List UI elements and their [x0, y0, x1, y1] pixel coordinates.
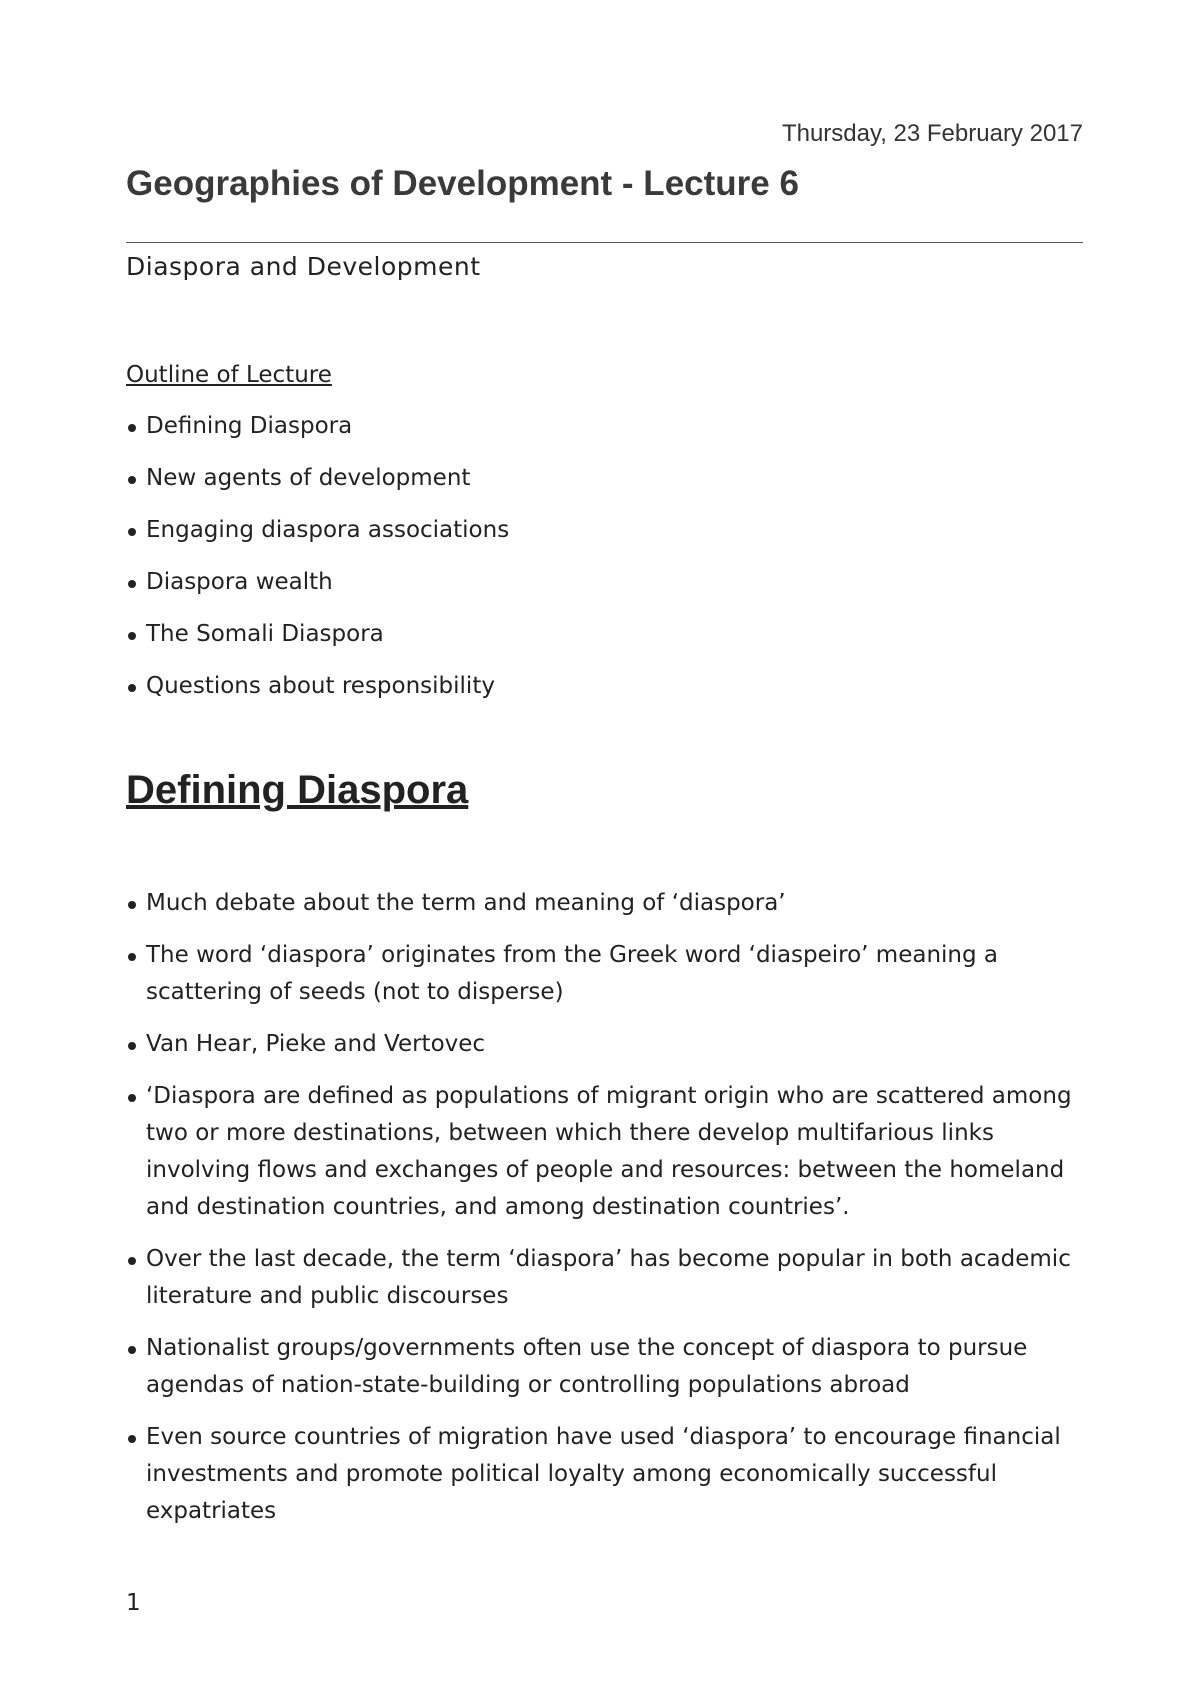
outline-item [126, 412, 509, 464]
section-item [126, 1419, 1086, 1530]
page-number: 1 [126, 1590, 141, 1616]
section-item-text: Even source countries of migration have used ‘diaspora’ to encourage financial investments and promote political loyalty among economically successful expatriates [146, 1424, 1061, 1524]
bullet-icon [128, 632, 136, 640]
outline-item-text: Diaspora wealth [146, 569, 333, 595]
outline-item [126, 672, 509, 724]
section-heading: Defining Diaspora [126, 768, 469, 812]
section-item-text: Over the last decade, the term ‘diaspora’ has become popular in both academic literature and public discourses [146, 1246, 1071, 1309]
bullet-icon [128, 1346, 136, 1354]
document-subtitle: Diaspora and Development [126, 252, 481, 281]
section-item [126, 937, 1086, 1011]
bullet-icon [128, 580, 136, 588]
bullet-icon [128, 684, 136, 692]
bullet-icon [128, 476, 136, 484]
bullet-icon [128, 1435, 136, 1443]
bullet-icon [128, 528, 136, 536]
outline-item [126, 620, 509, 672]
outline-heading: Outline of Lecture [126, 362, 332, 388]
section-item-text: Much debate about the term and meaning of ‘diaspora’ [146, 890, 786, 916]
section-item-text: Van Hear, Pieke and Vertovec [146, 1031, 486, 1057]
document-title: Geographies of Development - Lecture 6 [126, 164, 799, 203]
section-item [126, 885, 1086, 922]
bullet-icon [128, 1257, 136, 1265]
outline-item-text: Defining Diaspora [146, 413, 353, 439]
outline-item-text: The Somali Diaspora [146, 621, 384, 647]
bullet-icon [128, 424, 136, 432]
section-item-text: The word ‘diaspora’ originates from the Greek word ‘diaspeiro’ meaning a scattering of seeds (not to disperse) [146, 942, 998, 1005]
outline-list [126, 412, 509, 724]
outline-item [126, 464, 509, 516]
section-item [126, 1241, 1086, 1315]
section-item [126, 1078, 1086, 1226]
bullet-icon [128, 1094, 136, 1102]
outline-item-text: Engaging diaspora associations [146, 517, 510, 543]
section-item [126, 1026, 1086, 1063]
outline-item [126, 516, 509, 568]
section-item [126, 1330, 1086, 1404]
bullet-icon [128, 1042, 136, 1050]
outline-item [126, 568, 509, 620]
title-divider [126, 242, 1083, 243]
bullet-icon [128, 901, 136, 909]
document-date: Thursday, 23 February 2017 [781, 120, 1083, 147]
outline-item-text: Questions about responsibility [146, 673, 495, 699]
section-item-text: Nationalist groups/governments often use the concept of diaspora to pursue agendas of nation-state-building or controlling populations abroad [146, 1335, 1028, 1398]
bullet-icon [128, 953, 136, 961]
section-item-text: ‘Diaspora are defined as populations of migrant origin who are scattered among two or more destinations, between which there develop multifarious links involving flows and exchanges of people and resources: between the homeland and destination countries, and among destination countries’. [146, 1083, 1072, 1220]
section-list [126, 885, 1086, 1545]
outline-item-text: New agents of development [146, 465, 471, 491]
